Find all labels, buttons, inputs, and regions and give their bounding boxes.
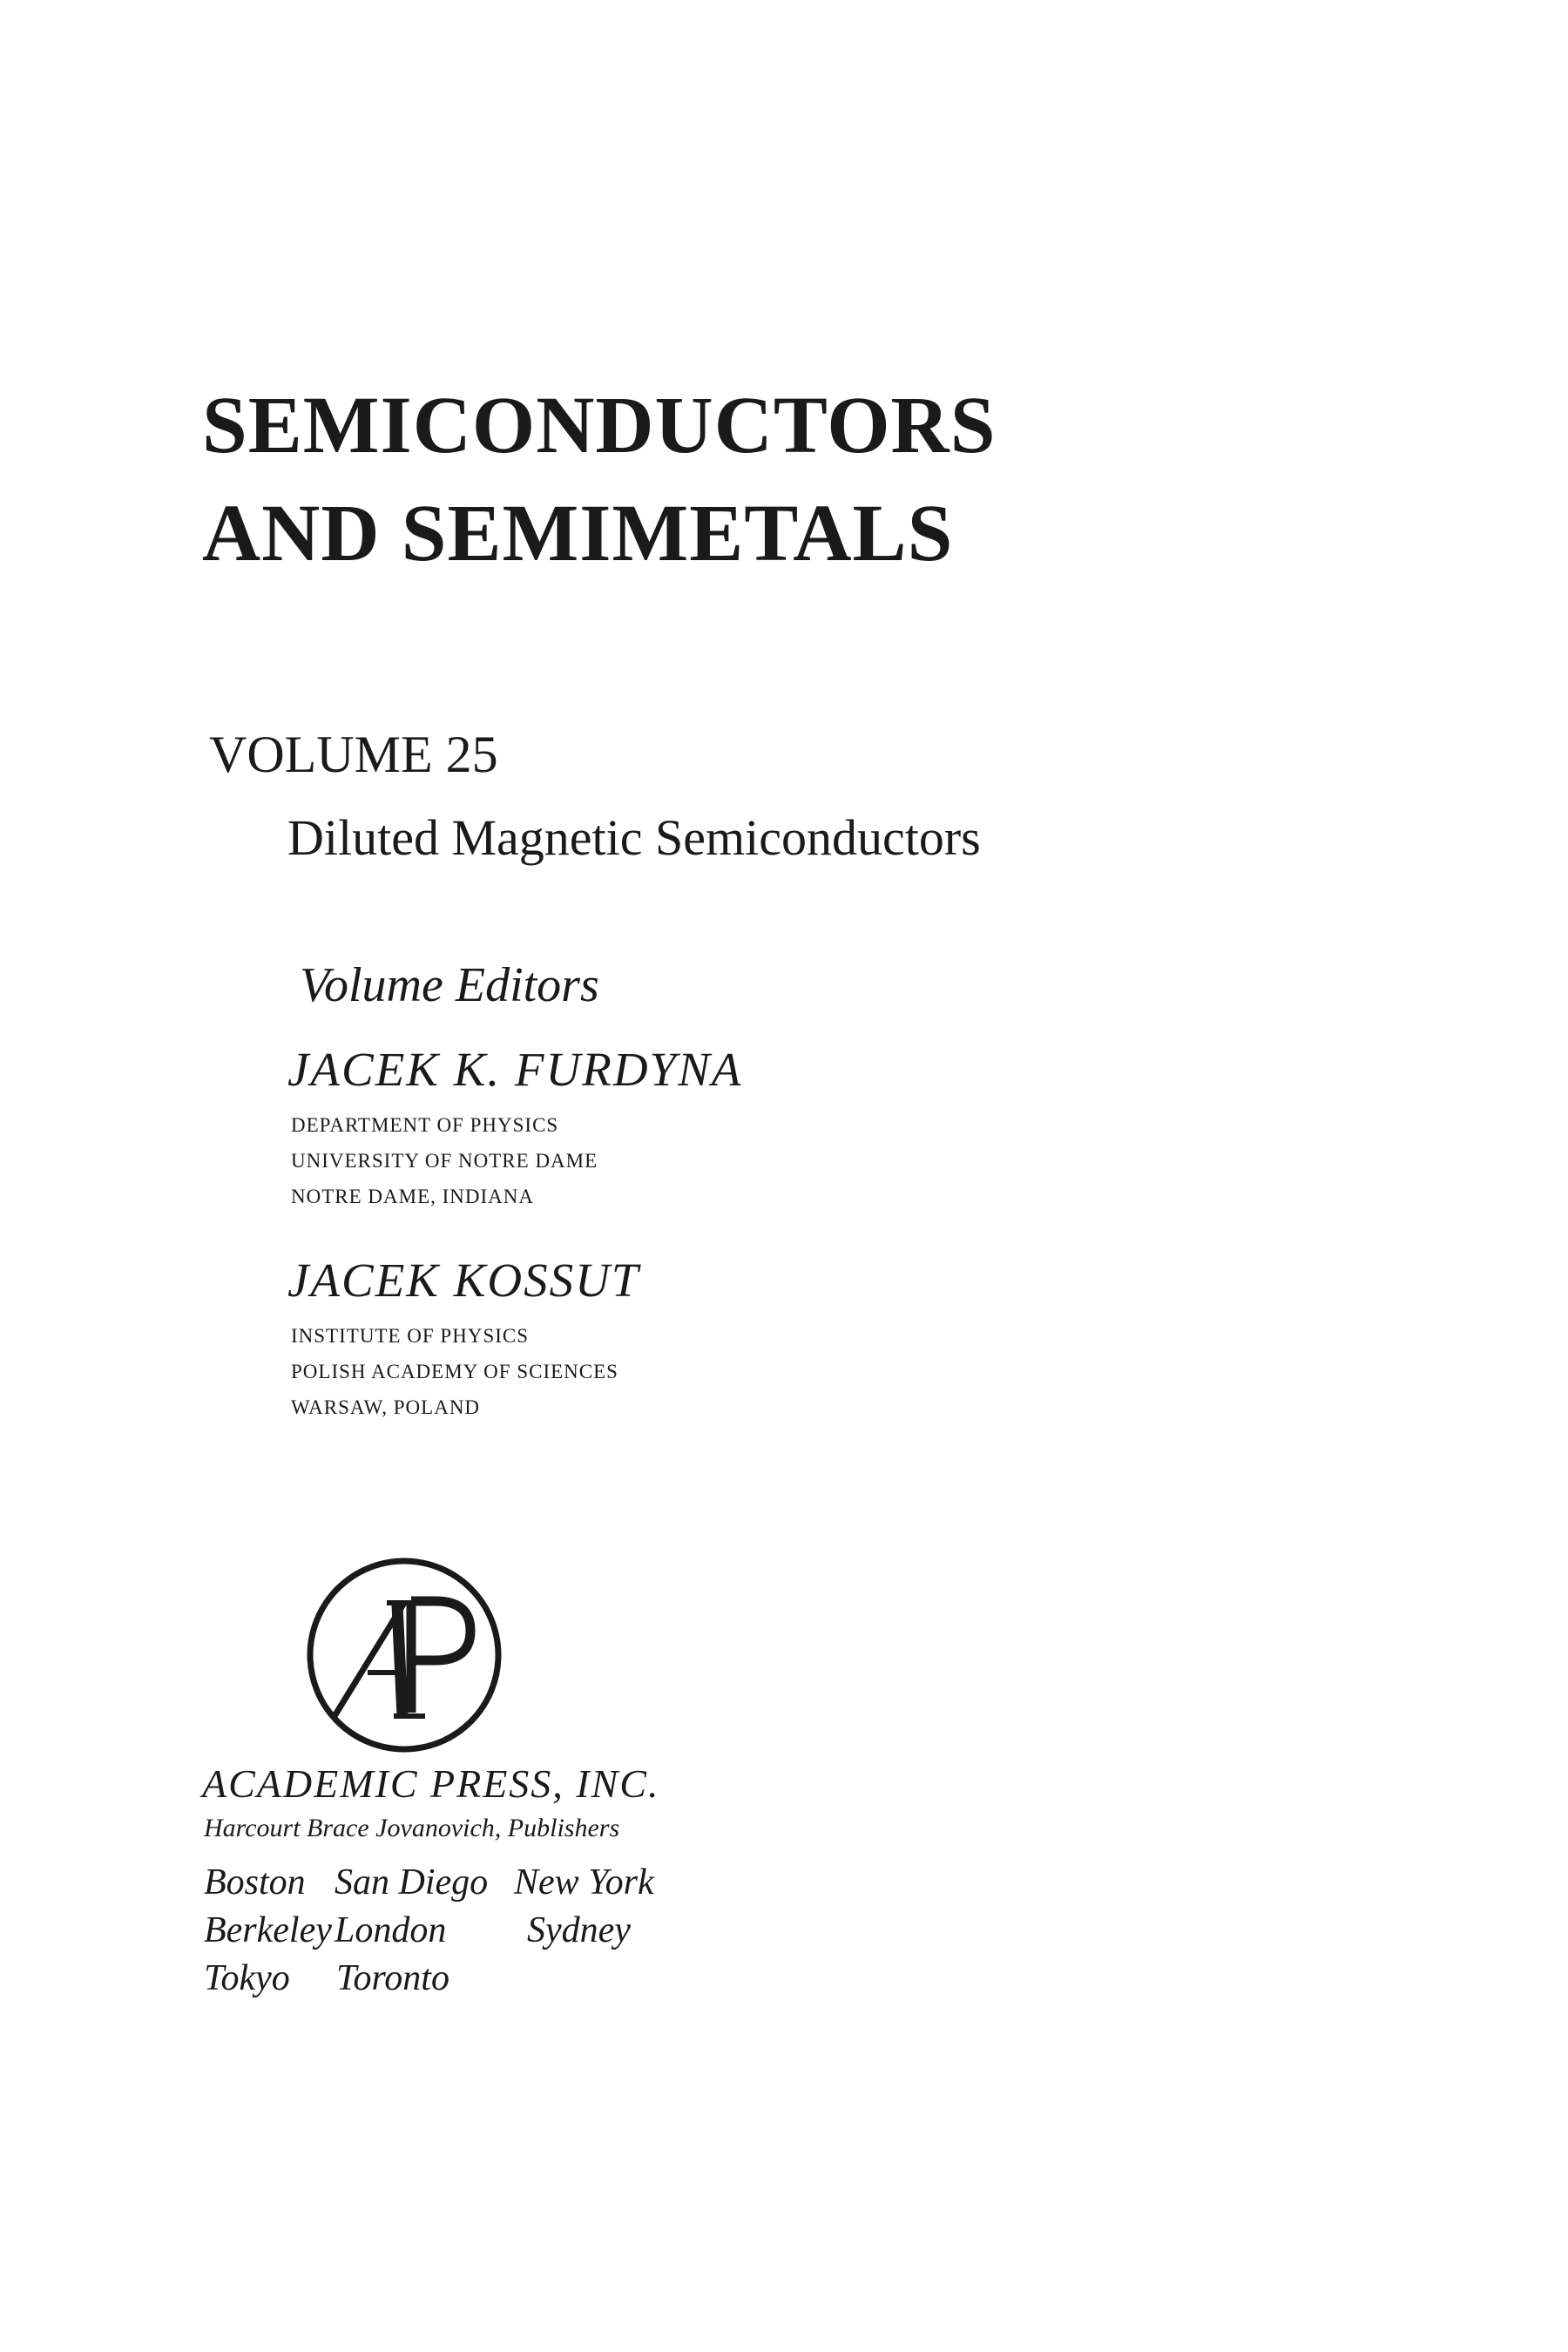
- series-title-line-2: AND SEMIMETALS: [202, 489, 954, 578]
- academic-press-logo-icon: [300, 1551, 509, 1760]
- publisher-name: ACADEMIC PRESS, INC.: [202, 1761, 660, 1806]
- editor-1-affiliation-line-1: DEPARTMENT OF PHYSICS: [291, 1114, 559, 1136]
- volume-editors-label: Volume Editors: [300, 958, 599, 1012]
- publisher-cities-row-2: [204, 1912, 631, 1949]
- editor-1-affiliation-line-3: NOTRE DAME, INDIANA: [291, 1186, 534, 1207]
- city: Boston: [204, 1862, 306, 1903]
- editor-name-2: JACEK KOSSUT: [287, 1254, 640, 1307]
- editor-1-affiliation-line-2: UNIVERSITY OF NOTRE DAME: [291, 1150, 598, 1172]
- editor-2-affiliation-line-2: POLISH ACADEMY OF SCIENCES: [291, 1361, 618, 1382]
- city: London: [335, 1910, 447, 1950]
- volume-number: VOLUME 25: [209, 726, 498, 783]
- city: Berkeley: [204, 1910, 332, 1950]
- series-title-line-1: SEMICONDUCTORS: [202, 381, 997, 470]
- publisher-subtitle: Harcourt Brace Jovanovich, Publishers: [204, 1814, 620, 1842]
- editor-2-affiliation-line-3: WARSAW, POLAND: [291, 1396, 481, 1418]
- volume-title: Diluted Magnetic Semiconductors: [287, 809, 981, 866]
- editor-name-1: JACEK K. FURDYNA: [287, 1043, 743, 1096]
- city: Sydney: [527, 1910, 631, 1950]
- editor-2-affiliation-line-1: INSTITUTE OF PHYSICS: [291, 1325, 530, 1347]
- publisher-cities-row-3: [204, 1960, 449, 1997]
- city: San Diego: [335, 1862, 489, 1903]
- city: Tokyo: [204, 1958, 290, 1998]
- city: New York: [514, 1862, 654, 1903]
- city: Toronto: [336, 1958, 449, 1998]
- publisher-cities-row-1: [204, 1864, 654, 1901]
